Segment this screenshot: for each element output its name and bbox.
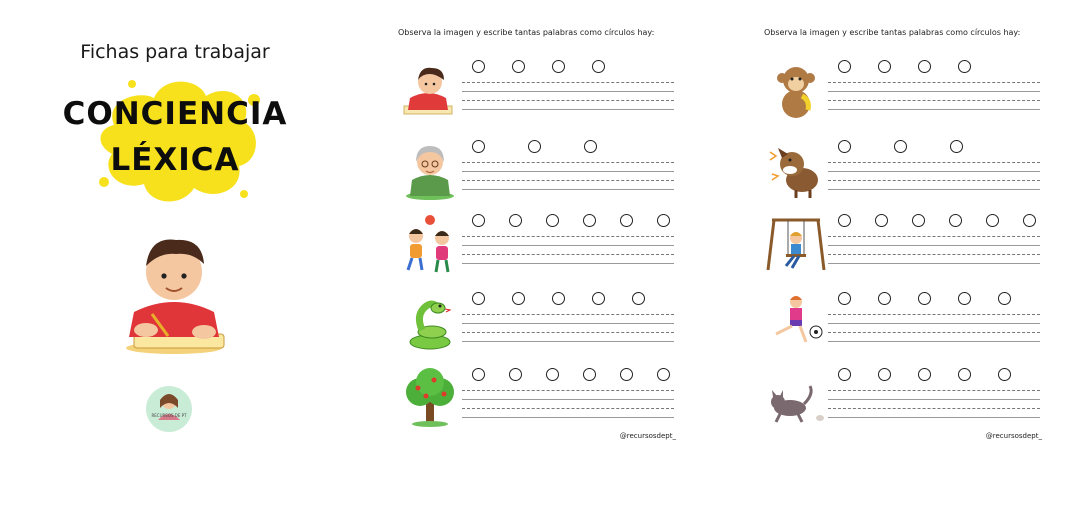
kids-playing-ball-icon (400, 214, 460, 276)
writing-line[interactable] (828, 399, 1040, 400)
exercise-row (766, 292, 1046, 366)
recursos-logo (146, 386, 192, 432)
writing-lines[interactable] (828, 390, 1040, 426)
word-circle (998, 292, 1011, 305)
word-circle (509, 214, 522, 227)
word-circle (472, 292, 485, 305)
writing-lines[interactable] (462, 390, 674, 426)
writing-line[interactable] (462, 314, 674, 315)
writing-line[interactable] (462, 263, 674, 264)
writing-line[interactable] (828, 236, 1040, 237)
word-circle (894, 140, 907, 153)
word-circle (583, 214, 596, 227)
worksheet-instruction: Observa la imagen y escribe tantas palabras como círculos hay: (764, 28, 1021, 37)
footer-handle: @recursosdept_ (619, 432, 676, 440)
writing-line[interactable] (462, 323, 674, 324)
word-circle (657, 214, 670, 227)
writing-line[interactable] (828, 189, 1040, 190)
girl-kicking-ball-icon (766, 292, 826, 354)
writing-lines[interactable] (462, 314, 674, 350)
word-circle (838, 60, 851, 73)
writing-line[interactable] (828, 245, 1040, 246)
word-circle (472, 140, 485, 153)
exercise-row (766, 60, 1046, 134)
writing-line[interactable] (462, 408, 674, 409)
writing-line[interactable] (828, 341, 1040, 342)
word-circle (512, 60, 525, 73)
worksheet-instruction: Observa la imagen y escribe tantas palabras como círculos hay: (398, 28, 655, 37)
writing-line[interactable] (462, 236, 674, 237)
exercise-row (400, 60, 680, 134)
writing-line[interactable] (462, 162, 674, 163)
writing-line[interactable] (462, 82, 674, 83)
writing-line[interactable] (828, 162, 1040, 163)
exercise-row (400, 214, 680, 288)
word-circle (838, 292, 851, 305)
child-on-swing-icon (766, 214, 826, 276)
word-circle (958, 368, 971, 381)
writing-line[interactable] (828, 180, 1040, 181)
word-circle (838, 140, 851, 153)
writing-line[interactable] (828, 408, 1040, 409)
exercise-row (400, 292, 680, 366)
writing-line[interactable] (462, 399, 674, 400)
cover-title: Fichas para trabajar (80, 41, 270, 63)
word-circle (472, 214, 485, 227)
word-circle (918, 368, 931, 381)
writing-line[interactable] (462, 390, 674, 391)
logo-text: RECURSOS DE PT (151, 413, 187, 418)
worksheet-2 (738, 0, 1068, 450)
writing-line[interactable] (828, 109, 1040, 110)
writing-lines[interactable] (828, 162, 1040, 198)
writing-lines[interactable] (828, 82, 1040, 118)
writing-line[interactable] (828, 332, 1040, 333)
writing-line[interactable] (462, 180, 674, 181)
word-circle (472, 60, 485, 73)
boy-writing-icon (400, 60, 460, 122)
grandma-icon (400, 140, 460, 202)
heading-line-2: LÉXICA (110, 142, 240, 178)
writing-line[interactable] (828, 100, 1040, 101)
writing-line[interactable] (462, 417, 674, 418)
writing-line[interactable] (462, 109, 674, 110)
boy-writing-icon (104, 222, 244, 362)
word-circle (986, 214, 999, 227)
word-circle (509, 368, 522, 381)
word-circle (632, 292, 645, 305)
word-circle (838, 214, 851, 227)
word-circle (584, 140, 597, 153)
writing-line[interactable] (462, 245, 674, 246)
writing-line[interactable] (828, 417, 1040, 418)
word-circle (878, 368, 891, 381)
writing-lines[interactable] (462, 82, 674, 118)
angry-dog-icon (766, 140, 826, 202)
word-circle (949, 214, 962, 227)
apple-tree-icon (400, 368, 460, 430)
exercise-row (400, 368, 680, 442)
word-circle (552, 292, 565, 305)
writing-line[interactable] (828, 82, 1040, 83)
cover-page (22, 0, 328, 450)
writing-line[interactable] (828, 263, 1040, 264)
teacher-avatar-icon (146, 386, 192, 432)
word-circle (875, 214, 888, 227)
word-circle (958, 292, 971, 305)
writing-lines[interactable] (462, 236, 674, 272)
writing-line[interactable] (462, 171, 674, 172)
word-circle (583, 368, 596, 381)
word-circle (1023, 214, 1036, 227)
writing-lines[interactable] (828, 314, 1040, 350)
word-circle (512, 292, 525, 305)
word-circle (998, 368, 1011, 381)
writing-line[interactable] (828, 171, 1040, 172)
word-circle (528, 140, 541, 153)
writing-lines[interactable] (828, 236, 1040, 272)
word-circle (918, 292, 931, 305)
writing-line[interactable] (828, 390, 1040, 391)
writing-line[interactable] (462, 91, 674, 92)
writing-line[interactable] (462, 332, 674, 333)
writing-line[interactable] (462, 189, 674, 190)
writing-line[interactable] (828, 91, 1040, 92)
cat-chasing-mouse-icon (766, 368, 826, 430)
word-circle (878, 60, 891, 73)
word-circle (592, 60, 605, 73)
word-circle (546, 368, 559, 381)
writing-line[interactable] (462, 341, 674, 342)
heading-line-1: CONCIENCIA (62, 96, 288, 132)
word-circle (912, 214, 925, 227)
word-circle (838, 368, 851, 381)
writing-lines[interactable] (462, 162, 674, 198)
writing-line[interactable] (828, 323, 1040, 324)
word-circle (472, 368, 485, 381)
word-circle (878, 292, 891, 305)
exercise-row (766, 368, 1046, 442)
word-circle (657, 368, 670, 381)
word-circle (950, 140, 963, 153)
exercise-row (766, 140, 1046, 214)
worksheet-1 (372, 0, 702, 450)
writing-line[interactable] (828, 314, 1040, 315)
writing-line[interactable] (462, 100, 674, 101)
exercise-row (400, 140, 680, 214)
writing-line[interactable] (828, 254, 1040, 255)
snake-icon (400, 292, 460, 354)
word-circle (592, 292, 605, 305)
word-circle (552, 60, 565, 73)
exercise-row (766, 214, 1046, 288)
word-circle (620, 214, 633, 227)
word-circle (620, 368, 633, 381)
footer-handle: @recursosdept_ (985, 432, 1042, 440)
word-circle (546, 214, 559, 227)
word-circle (918, 60, 931, 73)
writing-line[interactable] (462, 254, 674, 255)
word-circle (958, 60, 971, 73)
monkey-icon (766, 60, 826, 122)
yellow-splat-icon (94, 70, 264, 210)
